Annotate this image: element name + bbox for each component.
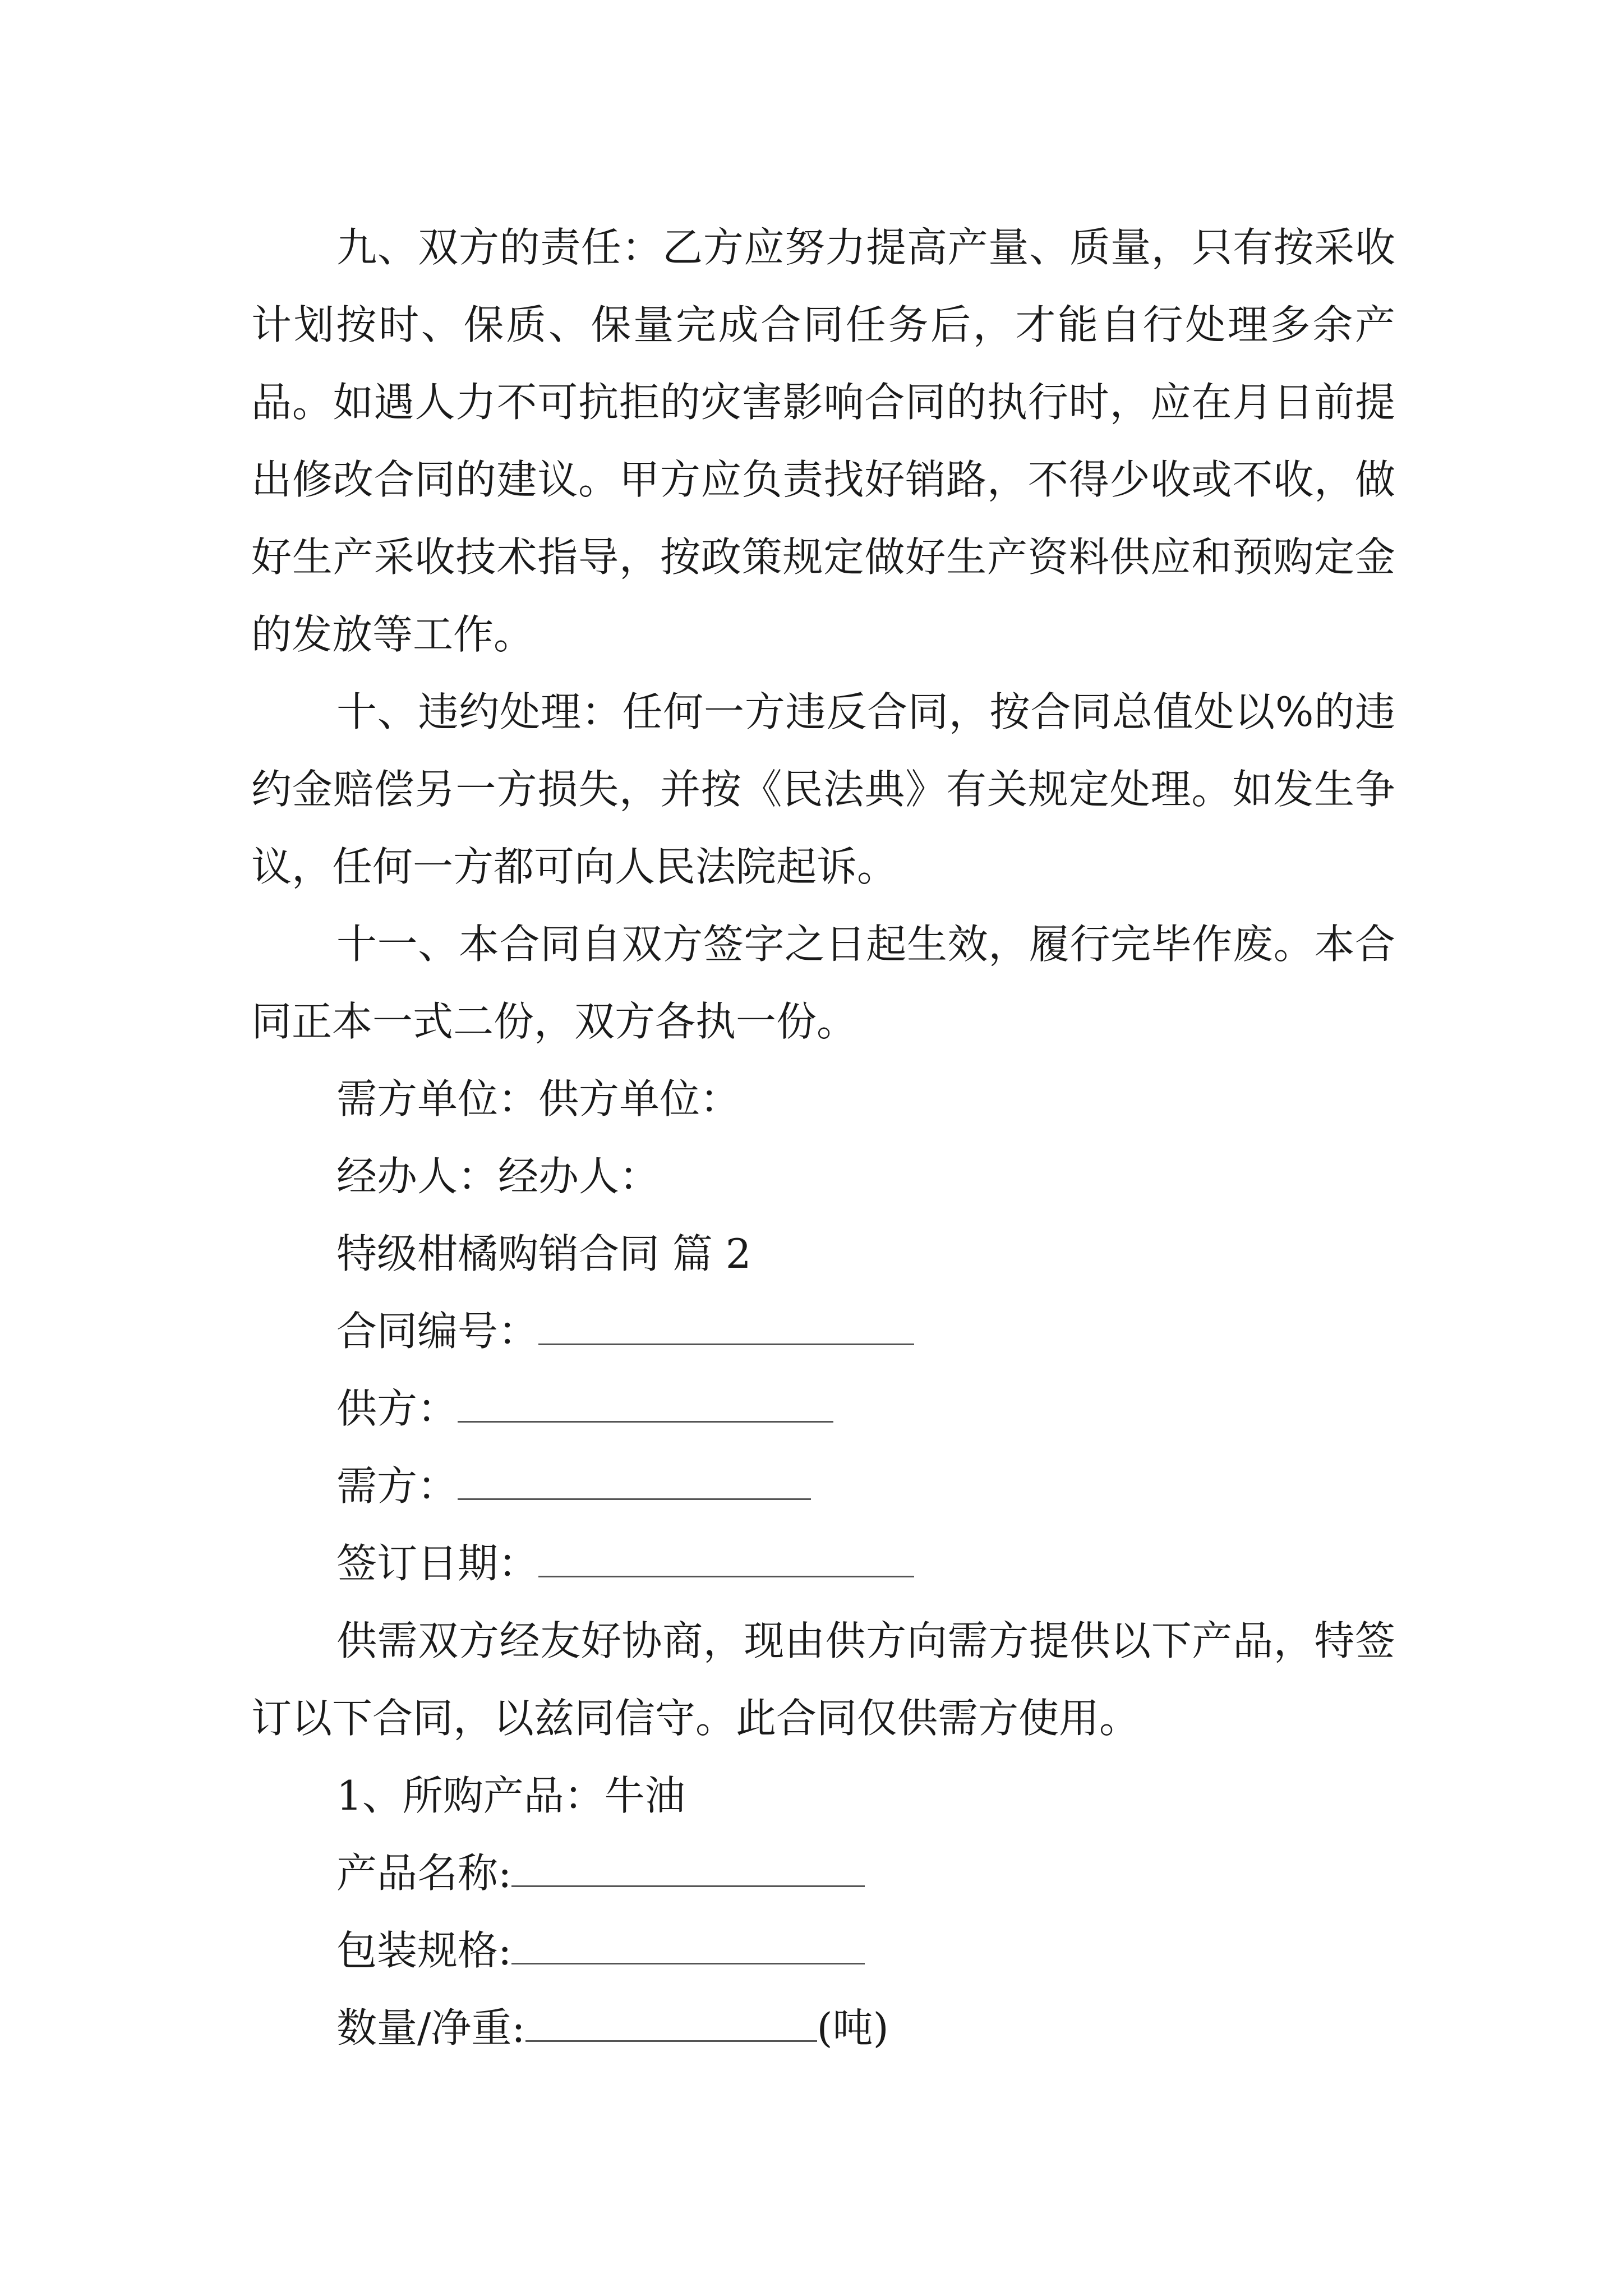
- contract-number-label: 合同编号：: [336, 1308, 539, 1355]
- agents-line: 经办人：经办人：: [336, 1153, 660, 1200]
- product-name-blank: [511, 1844, 865, 1887]
- package-spec-row: [251, 1912, 1395, 1989]
- buyer-blank: [458, 1457, 811, 1500]
- paragraph-intro: 供需双方经友好协商，现由供方向需方提供以下产品，特签订以下合同，以兹同信守。此合同仅供需方使用。: [251, 1617, 1395, 1742]
- parties-line: 需方单位：供方单位：: [336, 1075, 741, 1122]
- supplier-blank: [458, 1379, 833, 1423]
- buyer-row: [251, 1447, 1395, 1525]
- paragraph-responsibilities: 九、双方的责任：乙方应努力提高产量、质量，只有按采收计划按时、保质、保量完成合同任务后，才能自行处理多余产品。如遇人力不可抗拒的灾害影响合同的执行时，应在月日前提出修改合同的建议。甲方应负责找好销路，不得少收或不收，做好生产采收技术指导，按政策规定做好生产资料供应和预购定金的发放等工作。: [251, 224, 1395, 658]
- package-spec-blank: [511, 1921, 865, 1964]
- quantity-label: 数量/净重:: [336, 2004, 525, 2051]
- item-1-line: 1、所购产品：牛油: [336, 1772, 685, 1819]
- product-name-label: 产品名称:: [336, 1849, 512, 1897]
- document-body: [251, 209, 1395, 2067]
- quantity-row: [251, 1989, 1395, 2067]
- sign-date-label: 签订日期：: [336, 1540, 539, 1587]
- sign-date-blank: [538, 1534, 914, 1577]
- paragraph-effective: 十一、本合同自双方签字之日起生效，履行完毕作废。本合同正本一式二份，双方各执一份。: [251, 921, 1395, 1045]
- paragraph-breach: 十、违约处理：任何一方违反合同，按合同总值处以%的违约金赔偿另一方损失，并按《民法典》有关规定处理。如发生争议，任何一方都可向人民法院起诉。: [251, 688, 1395, 890]
- supplier-row: [251, 1370, 1395, 1447]
- contract-number-blank: [538, 1302, 914, 1345]
- package-spec-label: 包装规格:: [336, 1927, 512, 1974]
- product-name-row: [251, 1834, 1395, 1912]
- buyer-label: 需方：: [336, 1462, 458, 1510]
- quantity-unit: (吨): [817, 2004, 889, 2051]
- supplier-label: 供方：: [336, 1385, 458, 1432]
- quantity-blank: [525, 1999, 817, 2042]
- contract-number-row: [251, 1292, 1395, 1370]
- sign-date-row: [251, 1525, 1395, 1602]
- section-title: 特级柑橘购销合同 篇 2: [336, 1230, 751, 1277]
